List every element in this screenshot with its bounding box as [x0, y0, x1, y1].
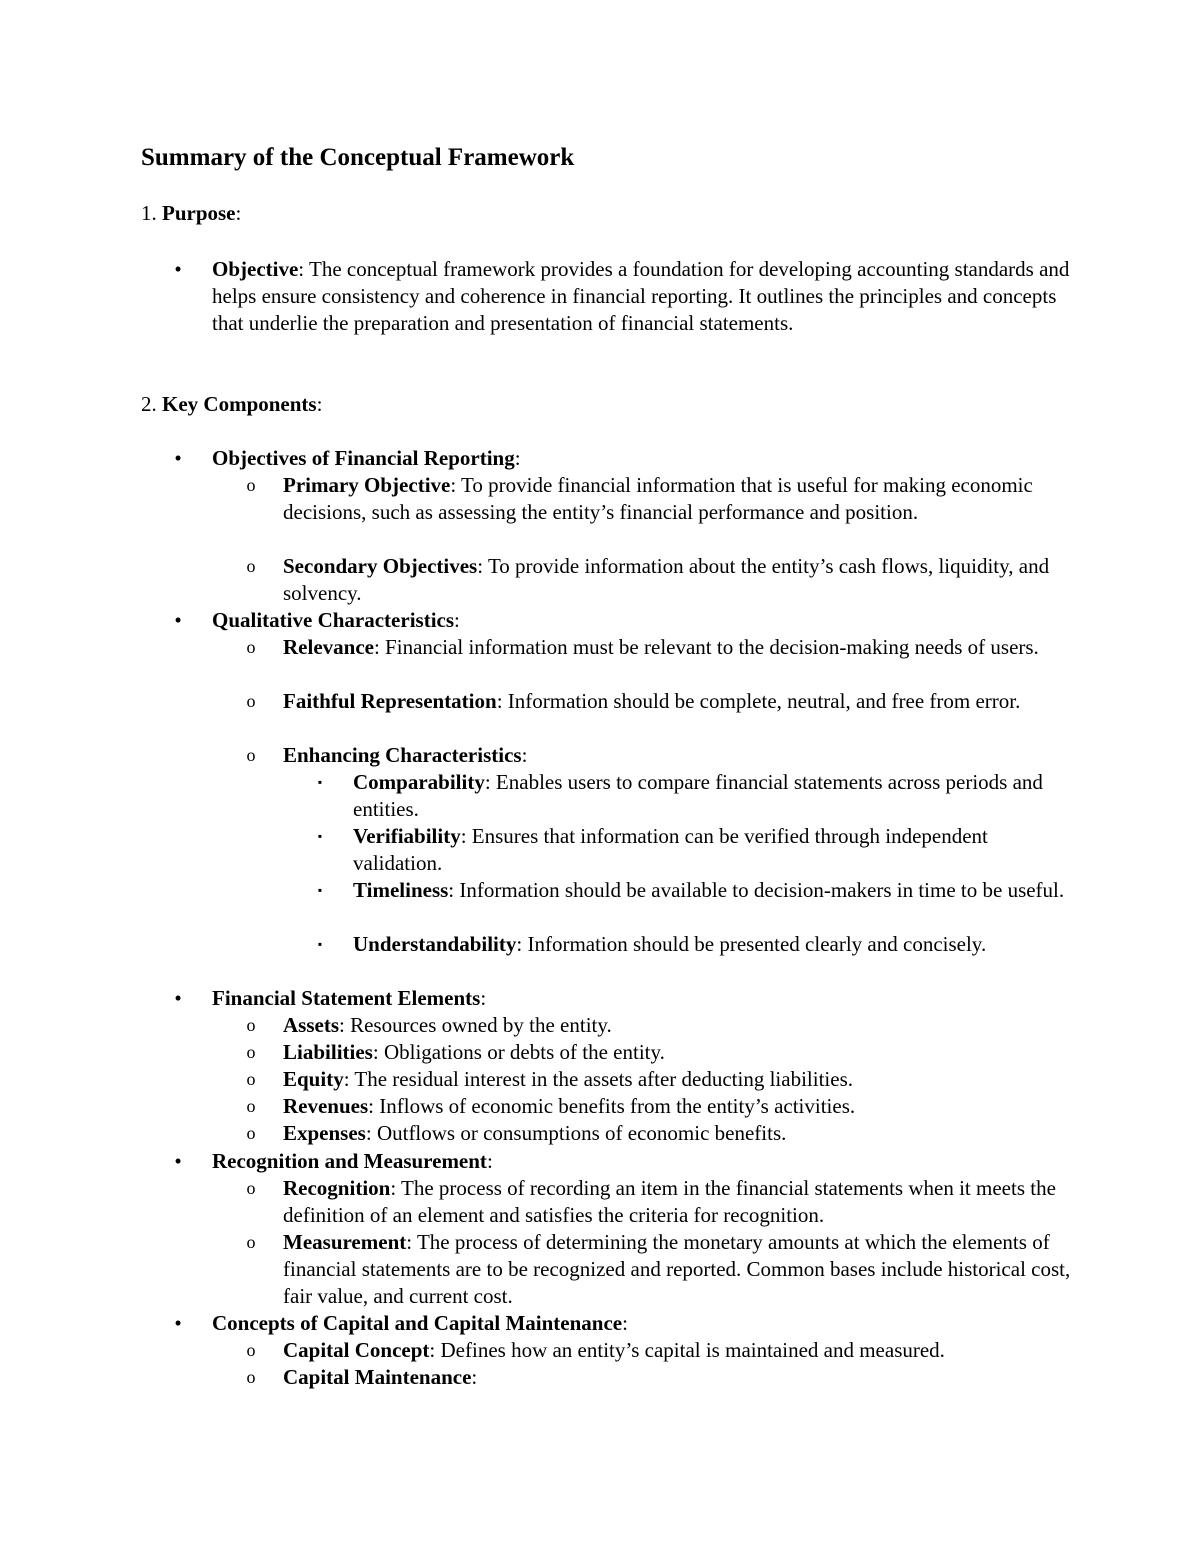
list-item-measurement: [283, 1229, 1073, 1310]
item-term: Faithful Representation: [283, 689, 497, 713]
list-item-capital-concept: [283, 1337, 1073, 1364]
bullet-marker: •: [174, 608, 182, 632]
item-text: : Defines how an entity’s capital is maintained and measured.: [429, 1338, 945, 1362]
item-text: : Financial information must be relevant to the decision-making needs of users.: [373, 635, 1039, 659]
list-item-secondary-objectives: [283, 553, 1073, 607]
item-text: : The process of determining the monetary amounts at which the elements of financial statements are to be recognized and reported. Common bases include historical cost, fair value, and current cost.: [283, 1230, 1071, 1308]
list-item-liabilities: [283, 1039, 1073, 1066]
item-term: Recognition: [283, 1176, 391, 1200]
list-item-enhancing-characteristics: [283, 742, 1073, 769]
section-heading-key-components: 2. Key Components:: [141, 392, 323, 416]
square-bullet-marker: ▪: [317, 775, 323, 789]
list-item-objective: [212, 256, 1072, 337]
list-item-recognition-and-measurement: [212, 1148, 1072, 1175]
item-text: : The residual interest in the assets after deducting liabilities.: [343, 1067, 854, 1091]
item-term: Comparability: [353, 770, 485, 794]
item-term: Objective: [212, 257, 299, 281]
bullet-marker: •: [174, 446, 182, 470]
item-text: :: [521, 743, 528, 767]
item-term: Understandability: [353, 932, 517, 956]
bullet-marker: •: [174, 1149, 182, 1173]
item-term: Expenses: [283, 1121, 366, 1145]
sub-bullet-marker: o: [246, 1069, 256, 1089]
item-text: : Resources owned by the entity.: [339, 1013, 612, 1037]
item-text: :: [471, 1365, 478, 1389]
item-text: : The process of recording an item in the financial statements when it meets the definition of an element and satisfies the criteria for recognition.: [283, 1176, 1056, 1227]
item-term: Measurement: [283, 1230, 407, 1254]
item-term: Primary Objective: [283, 473, 451, 497]
list-item-verifiability: [353, 823, 1073, 877]
square-bullet-marker: ▪: [317, 883, 323, 897]
list-item-faithful-representation: [283, 688, 1073, 715]
bullet-marker: •: [174, 986, 182, 1010]
sub-bullet-marker: o: [246, 1096, 256, 1116]
item-term: Concepts of Capital and Capital Maintenance: [212, 1311, 623, 1335]
item-term: Liabilities: [283, 1040, 373, 1064]
sub-bullet-marker: o: [246, 475, 256, 495]
list-item-expenses: [283, 1120, 1073, 1147]
section-title: Key Components: [162, 392, 317, 416]
item-term: Capital Concept: [283, 1338, 430, 1362]
sub-bullet-marker: o: [246, 556, 256, 576]
list-item-relevance: [283, 634, 1073, 661]
list-item-equity: [283, 1066, 1073, 1093]
bullet-marker: •: [174, 1311, 182, 1335]
list-item-capital-maintenance: [283, 1364, 1073, 1391]
item-text: :: [514, 446, 521, 470]
item-text: : The conceptual framework provides a foundation for developing accounting standards and helps ensure consistency and coherence in financial reporting. It outlines the principles and concepts that underlie the preparation and presentation of financial statements.: [212, 257, 1070, 335]
item-term: Objectives of Financial Reporting: [212, 446, 515, 470]
section-number: 1.: [141, 201, 157, 225]
item-term: Financial Statement Elements: [212, 986, 481, 1010]
item-term: Recognition and Measurement: [212, 1149, 487, 1173]
item-term: Enhancing Characteristics: [283, 743, 522, 767]
item-text: :: [622, 1311, 628, 1335]
item-term: Capital Maintenance: [283, 1365, 472, 1389]
list-item-qualitative-characteristics: [212, 607, 1072, 634]
list-item-comparability: [353, 769, 1073, 823]
list-item-revenues: [283, 1093, 1073, 1120]
square-bullet-marker: ▪: [317, 829, 323, 843]
list-item-assets: [283, 1012, 1073, 1039]
section-title: Purpose: [162, 201, 236, 225]
item-text: : Information should be presented clearly and concisely.: [516, 932, 987, 956]
item-text: :: [486, 1149, 493, 1173]
sub-bullet-marker: o: [246, 1123, 256, 1143]
item-text: : Inflows of economic benefits from the entity’s activities.: [368, 1094, 856, 1118]
item-text: :: [454, 608, 460, 632]
sub-bullet-marker: o: [246, 691, 256, 711]
sub-bullet-marker: o: [246, 1042, 256, 1062]
item-text: : To provide financial information that is useful for making economic decisions, such as assessing the entity’s financial performance and position.: [283, 473, 1033, 524]
list-item-timeliness: [353, 877, 1073, 904]
item-term: Equity: [283, 1067, 344, 1091]
square-bullet-marker: ▪: [317, 937, 323, 951]
item-text: : Ensures that information can be verified through independent validation.: [353, 824, 988, 875]
item-term: Revenues: [283, 1094, 369, 1118]
section-number: 2.: [141, 392, 157, 416]
section-heading-purpose: 1. Purpose:: [141, 201, 242, 225]
item-text: : Enables users to compare financial statements across periods and entities.: [353, 770, 1043, 821]
item-text: : Information should be complete, neutral, and free from error.: [496, 689, 1021, 713]
sub-bullet-marker: o: [246, 1232, 256, 1252]
item-term: Verifiability: [353, 824, 461, 848]
item-term: Assets: [283, 1013, 339, 1037]
list-item-financial-statement-elements: [212, 985, 1072, 1012]
list-item-recognition: [283, 1175, 1073, 1229]
item-text: : Obligations or debts of the entity.: [372, 1040, 665, 1064]
item-text: : Outflows or consumptions of economic benefits.: [365, 1121, 787, 1145]
sub-bullet-marker: o: [246, 1015, 256, 1035]
item-term: Qualitative Characteristics: [212, 608, 455, 632]
sub-bullet-marker: o: [246, 745, 256, 765]
sub-bullet-marker: o: [246, 1178, 256, 1198]
item-term: Secondary Objectives: [283, 554, 478, 578]
sub-bullet-marker: o: [246, 1367, 256, 1387]
list-item-concepts-of-capital: [212, 1310, 1072, 1337]
list-item-objectives-of-financial-reporting: [212, 445, 1072, 472]
item-text: : Information should be available to decision-makers in time to be useful.: [448, 878, 1065, 902]
item-text: : To provide information about the entity’s cash flows, liquidity, and solvency.: [283, 554, 1050, 605]
list-item-primary-objective: [283, 472, 1073, 526]
item-term: Timeliness: [353, 878, 449, 902]
item-term: Relevance: [283, 635, 374, 659]
sub-bullet-marker: o: [246, 1340, 256, 1360]
item-text: :: [480, 986, 487, 1010]
bullet-marker: •: [174, 257, 182, 281]
page-title: Summary of the Conceptual Framework: [141, 144, 575, 171]
sub-bullet-marker: o: [246, 637, 256, 657]
list-item-understandability: [353, 931, 1073, 958]
